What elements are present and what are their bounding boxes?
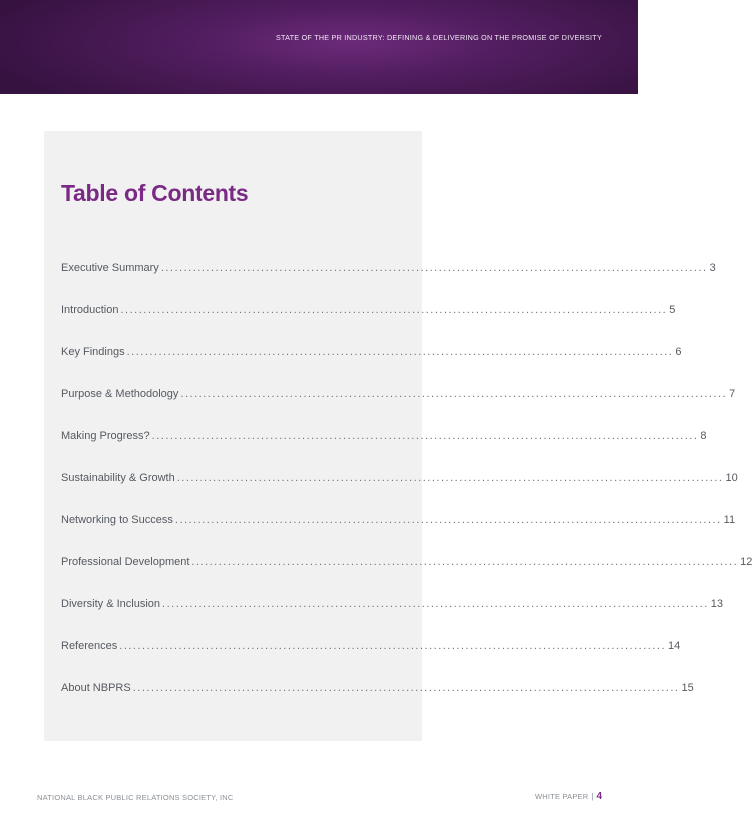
toc-entry-label: References — [61, 640, 118, 652]
toc-entry-page: 11 — [723, 514, 736, 526]
footer-page-number: 4 — [596, 791, 602, 802]
toc-entry-label: Sustainability & Growth — [61, 472, 175, 484]
toc-leader-dots: ........................................................................................................................ — [162, 598, 709, 610]
toc-leader-dots: ........................................................................................................................ — [176, 472, 724, 484]
toc-leader-dots: ........................................................................................................................ — [180, 388, 728, 400]
toc-leader-dots: ........................................................................................................................ — [120, 304, 668, 316]
toc-entry-page: 14 — [668, 640, 681, 652]
toc-entry-label: Diversity & Inclusion — [61, 598, 161, 610]
toc-entry-label: Professional Development — [61, 556, 190, 568]
toc-entry-label: Executive Summary — [61, 262, 159, 274]
toc-entry-executive-summary[interactable] — [61, 262, 716, 304]
toc-entry-networking-to-success[interactable] — [61, 514, 736, 556]
toc-entry-page: 10 — [725, 472, 738, 484]
toc-entry-diversity-inclusion[interactable] — [61, 598, 724, 640]
toc-entry-page: 3 — [709, 262, 716, 274]
toc-leader-dots: ........................................................................................................................ — [151, 430, 699, 442]
toc-entry-page: 5 — [669, 304, 676, 316]
toc-entry-page: 7 — [729, 388, 736, 400]
toc-entry-label: Making Progress? — [61, 430, 150, 442]
footer-page-info — [535, 791, 602, 802]
toc-leader-dots: ........................................................................................................................ — [191, 556, 739, 568]
toc-entry-label: About NBPRS — [61, 682, 131, 694]
toc-entry-page: 13 — [710, 598, 724, 610]
header-banner — [0, 0, 638, 94]
toc-entry-page: 12 — [740, 556, 752, 568]
toc-entry-page: 8 — [700, 430, 707, 442]
toc-leader-dots: ........................................................................................................................ — [174, 514, 722, 526]
toc-entry-label: Networking to Success — [61, 514, 173, 526]
toc-leader-dots: ........................................................................................................................ — [119, 640, 667, 652]
toc-entry-label: Purpose & Methodology — [61, 388, 179, 400]
toc-entry-purpose-methodology[interactable] — [61, 388, 736, 430]
footer-doc-label: WHITE PAPER — [535, 792, 589, 801]
toc-entry-page: 15 — [681, 682, 694, 694]
toc-entry-label: Key Findings — [61, 346, 125, 358]
footer-organization: NATIONAL BLACK PUBLIC RELATIONS SOCIETY, INC — [37, 793, 234, 802]
toc-entry-key-findings[interactable] — [61, 346, 682, 388]
toc-entry-references[interactable] — [61, 640, 681, 682]
toc-leader-dots: ........................................................................................................................ — [126, 346, 674, 358]
toc-entry-introduction[interactable] — [61, 304, 676, 346]
toc-entry-page: 6 — [675, 346, 682, 358]
toc-leader-dots: ........................................................................................................................ — [132, 682, 680, 694]
toc-title: Table of Contents — [61, 180, 249, 206]
toc-entry-making-progress[interactable] — [61, 430, 707, 472]
toc-entry-sustainability-growth[interactable] — [61, 472, 738, 514]
toc-entry-label: Introduction — [61, 304, 119, 316]
toc-entry-professional-development[interactable] — [61, 556, 752, 598]
toc-entry-about-nbprs[interactable] — [61, 682, 694, 724]
toc-leader-dots: ........................................................................................................................ — [160, 262, 708, 274]
toc-list — [61, 262, 752, 724]
header-title: STATE OF THE PR INDUSTRY: DEFINING & DELIVERING ON THE PROMISE OF DIVERSITY — [276, 33, 602, 42]
footer-separator: | — [591, 792, 594, 801]
